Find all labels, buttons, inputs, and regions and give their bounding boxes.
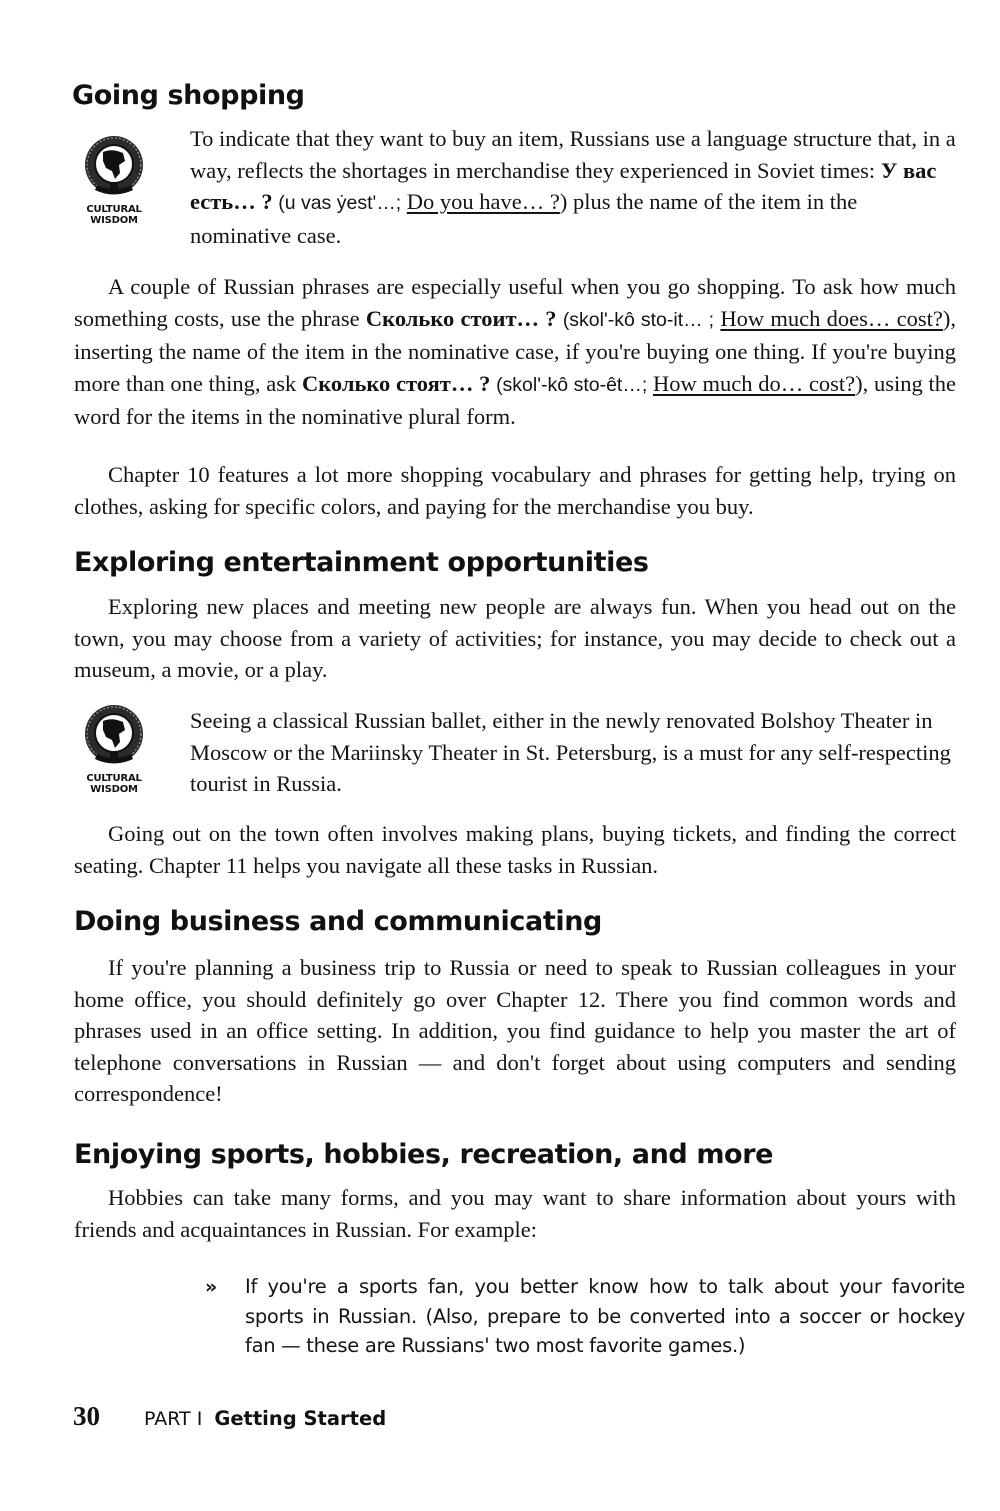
russian-phrase: Сколько стоит… ? xyxy=(365,305,557,331)
pronunciation: (u vas ẏest'…; xyxy=(278,192,402,214)
page-number: 30 xyxy=(73,1401,100,1431)
translation: How much does… cost? xyxy=(720,305,943,331)
paragraph: Chapter 10 features a lot more shopping vocabulary and phrases for getting help, trying on clothes, asking for specific colors, and paying for the merchandise you buy. xyxy=(74,462,956,519)
icon-label-line1: CULTURAL xyxy=(86,204,142,215)
text-run: A couple of Russian phrases are especially useful when you go shopping. To ask how much something costs, use the phrase xyxy=(74,274,956,331)
pronunciation: (skol'-kô sto-êt…; xyxy=(496,373,648,396)
section-heading-entertainment: Exploring entertainment opportunities xyxy=(74,547,649,578)
text-run: ) plus the name of the item in the nominative case. xyxy=(190,189,858,248)
bullet-icon: » xyxy=(205,1276,218,1298)
russian-phrase: Сколько стоят… ? xyxy=(302,370,491,396)
cultural-wisdom-icon xyxy=(72,135,156,226)
pronunciation: (skol'-kô sto-it… ; xyxy=(562,308,715,331)
paragraph xyxy=(74,271,956,433)
globe-icon xyxy=(79,135,149,205)
tip-paragraph-shopping xyxy=(190,123,956,251)
page-footer xyxy=(73,1401,386,1432)
paragraph: Going out on the town often involves making plans, buying tickets, and finding the correct seating. Chapter 11 helps you navigate all these tasks in Russian. xyxy=(74,821,956,878)
part-title: Getting Started xyxy=(214,1407,387,1430)
translation: How much do… cost? xyxy=(653,370,856,396)
cultural-wisdom-icon xyxy=(72,704,156,795)
text-run: ), using the word for the items in the nominative plural form. xyxy=(74,370,957,429)
text-run: ), inserting the name of the item in the nominative case, if you're buying one thing. If you're buying more than one thing, ask xyxy=(74,305,957,396)
section-heading-business: Doing business and communicating xyxy=(74,906,602,937)
globe-icon xyxy=(79,704,149,774)
icon-label-line2: WISDOM xyxy=(90,214,138,226)
text-run: To indicate that they want to buy an item, Russians use a language structure that, in a way, reflects the shortages in merchandise they experienced in Soviet times: xyxy=(190,126,956,183)
icon-label-line1: CULTURAL xyxy=(86,773,142,784)
translation: Do you have… ? xyxy=(406,189,560,214)
paragraph: If you're planning a business trip to Russia or need to speak to Russian colleagues in your home office, you should definitely go over Chapter 12. There you find common words and phrases used in an office setting. In addition, you find guidance to help you master the art of telephone conversations in Russian — and don't forget about using computers and sending correspondence! xyxy=(74,955,956,1106)
section-heading-sports-hobbies: Enjoying sports, hobbies, recreation, and more xyxy=(74,1139,774,1170)
section-heading-going-shopping: Going shopping xyxy=(72,80,305,111)
list-item xyxy=(205,1272,965,1361)
tip-paragraph-ballet: Seeing a classical Russian ballet, either in the newly renovated Bolshoy Theater in Moscow or the Mariinsky Theater in St. Petersburg, is a must for any self-respecting tourist in Russia. xyxy=(190,708,951,796)
part-label: PART I xyxy=(144,1408,203,1430)
icon-label-line2: WISDOM xyxy=(90,783,138,795)
paragraph: Exploring new places and meeting new people are always fun. When you head out on the town, you may choose from a variety of activities; for instance, you may decide to check out a museum, a movie, or a play. xyxy=(74,594,956,682)
russian-phrase: У вас есть… ? xyxy=(190,157,937,214)
paragraph: Hobbies can take many forms, and you may want to share information about yours with friends and acquaintances in Russian. For example: xyxy=(74,1185,956,1242)
list-item-text: If you're a sports fan, you better know how to talk about your favorite sports in Russian. (Also, prepare to be converted into a soccer or hockey fan — these are Russians' two most favorite games.) xyxy=(245,1275,965,1357)
